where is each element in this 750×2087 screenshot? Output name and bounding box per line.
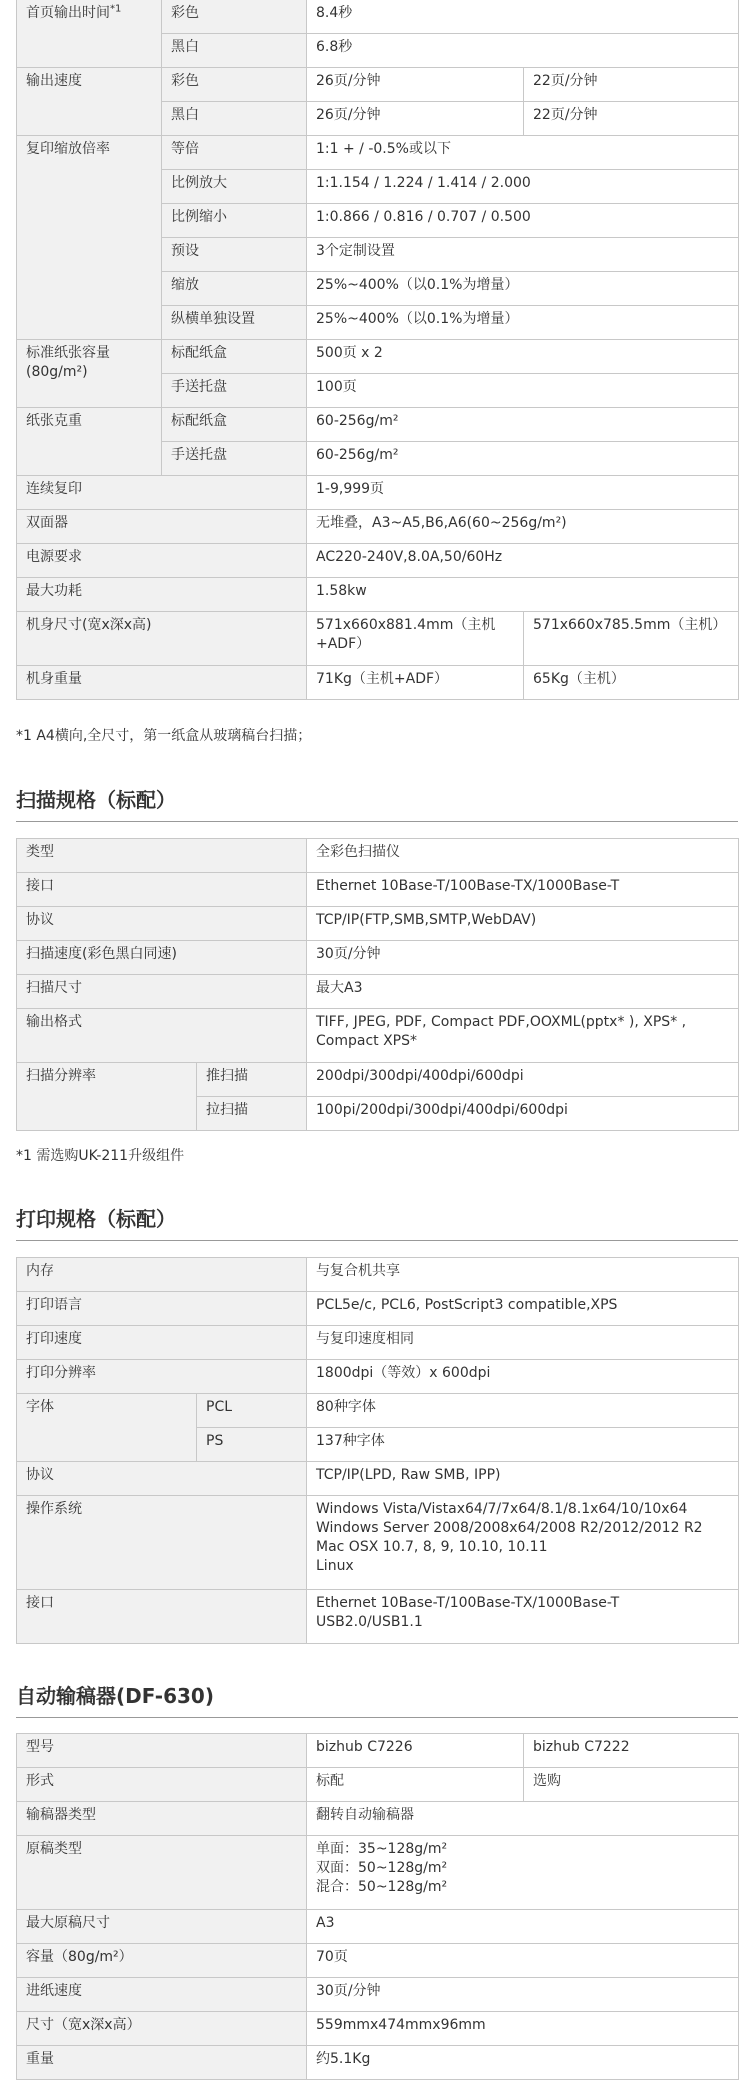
row-value: 71Kg（主机+ADF）: [307, 666, 524, 700]
table-row: [17, 340, 739, 374]
row-value: 全彩色扫描仪: [307, 839, 739, 873]
row-value: 200dpi/300dpi/400dpi/600dpi: [307, 1063, 739, 1097]
row-value: bizhub C7226: [307, 1734, 524, 1768]
table-row: [17, 578, 739, 612]
row-key: 扫描速度(彩色黑白同速): [17, 941, 307, 975]
table-row: [17, 1326, 739, 1360]
row-subkey: 标配纸盒: [162, 340, 307, 374]
row-value-secondary: bizhub C7222: [524, 1734, 739, 1768]
row-value: 1800dpi（等效）x 600dpi: [307, 1360, 739, 1394]
table-row: [17, 1496, 739, 1590]
table-row: [17, 907, 739, 941]
row-value: 标配: [307, 1768, 524, 1802]
copy-spec-table: [16, 0, 739, 700]
row-value: 137种字体: [307, 1428, 739, 1462]
section-title-print: 打印规格（标配）: [16, 1206, 738, 1241]
row-value: 8.4秒: [307, 0, 739, 34]
row-value: Ethernet 10Base-T/100Base-TX/1000Base-T USB2.0/USB1.1: [307, 1590, 739, 1644]
row-key: 原稿类型: [17, 1836, 307, 1910]
table-row: [17, 666, 739, 700]
row-value: TIFF, JPEG, PDF, Compact PDF,OOXML(pptx* ), XPS* , Compact XPS*: [307, 1009, 739, 1063]
table-row: [17, 510, 739, 544]
row-key: 尺寸（宽x深x高）: [17, 2012, 307, 2046]
table-row: [17, 1802, 739, 1836]
row-subkey: 缩放: [162, 272, 307, 306]
row-subkey: 黑白: [162, 34, 307, 68]
row-value-secondary: 65Kg（主机）: [524, 666, 739, 700]
table-row: [17, 2012, 739, 2046]
table-row: [17, 1063, 739, 1097]
row-value: AC220-240V,8.0A,50/60Hz: [307, 544, 739, 578]
row-value: 25%~400%（以0.1%为增量）: [307, 272, 739, 306]
row-value-secondary: 选购: [524, 1768, 739, 1802]
row-value-secondary: 571x660x785.5mm（主机）: [524, 612, 739, 666]
row-value: 3个定制设置: [307, 238, 739, 272]
table-row: [17, 1462, 739, 1496]
table-row: [17, 1978, 739, 2012]
row-key: 接口: [17, 873, 307, 907]
row-key: 内存: [17, 1258, 307, 1292]
row-key: 重量: [17, 2046, 307, 2080]
row-value: 559mmx474mmx96mm: [307, 2012, 739, 2046]
row-value: PCL5e/c, PCL6, PostScript3 compatible,XPS: [307, 1292, 739, 1326]
row-key: 机身重量: [17, 666, 307, 700]
row-value: 80种字体: [307, 1394, 739, 1428]
table-row: [17, 1590, 739, 1644]
row-subkey: PCL: [197, 1394, 307, 1428]
row-value-secondary: 22页/分钟: [524, 68, 739, 102]
row-subkey: 纵横单独设置: [162, 306, 307, 340]
row-key: 纸张克重: [17, 408, 162, 476]
row-value: 单面：35~128g/m² 双面：50~128g/m² 混合：50~128g/m²: [307, 1836, 739, 1910]
row-value: TCP/IP(FTP,SMB,SMTP,WebDAV): [307, 907, 739, 941]
row-value: 约5.1Kg: [307, 2046, 739, 2080]
row-value: 25%~400%（以0.1%为增量）: [307, 306, 739, 340]
row-value: 100页: [307, 374, 739, 408]
table-row: [17, 873, 739, 907]
row-subkey: 推扫描: [197, 1063, 307, 1097]
table-row: [17, 1734, 739, 1768]
row-value: 26页/分钟: [307, 102, 524, 136]
print-spec-table: [16, 1257, 739, 1644]
row-key: 首页输出时间$^{*1}$: [17, 0, 162, 68]
row-value: 1:0.866 / 0.816 / 0.707 / 0.500: [307, 204, 739, 238]
table-row: [17, 839, 739, 873]
table-row: [17, 975, 739, 1009]
table-row: [17, 612, 739, 666]
footnote: *1 A4横向,全尺寸，第一纸盒从玻璃稿台扫描；: [16, 728, 312, 744]
table-row: [17, 1944, 739, 1978]
row-key: 扫描尺寸: [17, 975, 307, 1009]
row-subkey: 手送托盘: [162, 374, 307, 408]
row-subkey: 手送托盘: [162, 442, 307, 476]
row-value: 60-256g/m²: [307, 442, 739, 476]
row-key: 输出格式: [17, 1009, 307, 1063]
table-row: [17, 1394, 739, 1428]
row-subkey: 彩色: [162, 68, 307, 102]
row-value: Windows Vista/Vistax64/7/7x64/8.1/8.1x64/10/10x64 Windows Server 2008/2008x64/2008 R2/2012/2012 R2 Mac OSX 10.7, 8, 9, 10.10, 10.11 Linux: [307, 1496, 739, 1590]
row-key: 连续复印: [17, 476, 307, 510]
row-key: 电源要求: [17, 544, 307, 578]
section-title-adf: 自动输稿器(DF-630): [16, 1683, 738, 1718]
row-value: 500页 x 2: [307, 340, 739, 374]
row-value: 30页/分钟: [307, 1978, 739, 2012]
row-key: 最大功耗: [17, 578, 307, 612]
row-key: 双面器: [17, 510, 307, 544]
row-value: 与复合机共享: [307, 1258, 739, 1292]
table-row: [17, 476, 739, 510]
row-subkey: 比例放大: [162, 170, 307, 204]
row-key: 输出速度: [17, 68, 162, 136]
row-subkey: 拉扫描: [197, 1097, 307, 1131]
row-value: 1.58kw: [307, 578, 739, 612]
row-key: 打印语言: [17, 1292, 307, 1326]
row-key: 进纸速度: [17, 1978, 307, 2012]
row-value: 1:1 + / -0.5%或以下: [307, 136, 739, 170]
row-key: 复印缩放倍率: [17, 136, 162, 340]
table-row: [17, 136, 739, 170]
table-row: [17, 2046, 739, 2080]
row-value: 最大A3: [307, 975, 739, 1009]
row-value: 1-9,999页: [307, 476, 739, 510]
row-key: 类型: [17, 839, 307, 873]
row-value: 100pi/200dpi/300dpi/400dpi/600dpi: [307, 1097, 739, 1131]
row-value: 6.8秒: [307, 34, 739, 68]
row-key: 协议: [17, 1462, 307, 1496]
row-value: TCP/IP(LPD, Raw SMB, IPP): [307, 1462, 739, 1496]
table-row: [17, 941, 739, 975]
table-row: [17, 1768, 739, 1802]
row-value: 1:1.154 / 1.224 / 1.414 / 2.000: [307, 170, 739, 204]
row-key: 输稿器类型: [17, 1802, 307, 1836]
row-subkey: 等倍: [162, 136, 307, 170]
row-key: 型号: [17, 1734, 307, 1768]
section-title-scan: 扫描规格（标配）: [16, 787, 738, 822]
footnote: *1 需选购UK-211升级组件: [16, 1148, 185, 1164]
table-row: [17, 68, 739, 102]
row-value: 30页/分钟: [307, 941, 739, 975]
table-row: [17, 1910, 739, 1944]
table-row: [17, 1360, 739, 1394]
table-row: [17, 1292, 739, 1326]
row-subkey: 预设: [162, 238, 307, 272]
table-row: [17, 0, 739, 34]
row-key: 最大原稿尺寸: [17, 1910, 307, 1944]
row-subkey: 黑白: [162, 102, 307, 136]
scan-spec-table: [16, 838, 739, 1131]
row-value: 翻转自动输稿器: [307, 1802, 739, 1836]
row-subkey: 彩色: [162, 0, 307, 34]
row-key: 接口: [17, 1590, 307, 1644]
row-key: 协议: [17, 907, 307, 941]
row-key: 操作系统: [17, 1496, 307, 1590]
table-row: [17, 1836, 739, 1910]
table-row: [17, 544, 739, 578]
row-subkey: 比例缩小: [162, 204, 307, 238]
row-value: 26页/分钟: [307, 68, 524, 102]
row-key: 容量（80g/m²）: [17, 1944, 307, 1978]
row-value: 571x660x881.4mm（主机+ADF）: [307, 612, 524, 666]
row-key: 形式: [17, 1768, 307, 1802]
row-value: 与复印速度相同: [307, 1326, 739, 1360]
row-key: 机身尺寸(宽x深x高): [17, 612, 307, 666]
table-row: [17, 1258, 739, 1292]
table-row: [17, 1009, 739, 1063]
row-value: A3: [307, 1910, 739, 1944]
row-key: 打印分辨率: [17, 1360, 307, 1394]
row-value-secondary: 22页/分钟: [524, 102, 739, 136]
row-value: 70页: [307, 1944, 739, 1978]
row-subkey: PS: [197, 1428, 307, 1462]
row-key: 字体: [17, 1394, 197, 1462]
row-key: 打印速度: [17, 1326, 307, 1360]
row-key: 标准纸张容量(80g/m²): [17, 340, 162, 408]
row-value: 无堆叠，A3~A5,B6,A6(60~256g/m²): [307, 510, 739, 544]
row-subkey: 标配纸盒: [162, 408, 307, 442]
table-row: [17, 408, 739, 442]
row-value: 60-256g/m²: [307, 408, 739, 442]
row-key: 扫描分辨率: [17, 1063, 197, 1131]
row-value: Ethernet 10Base-T/100Base-TX/1000Base-T: [307, 873, 739, 907]
adf-spec-table: [16, 1733, 739, 2080]
